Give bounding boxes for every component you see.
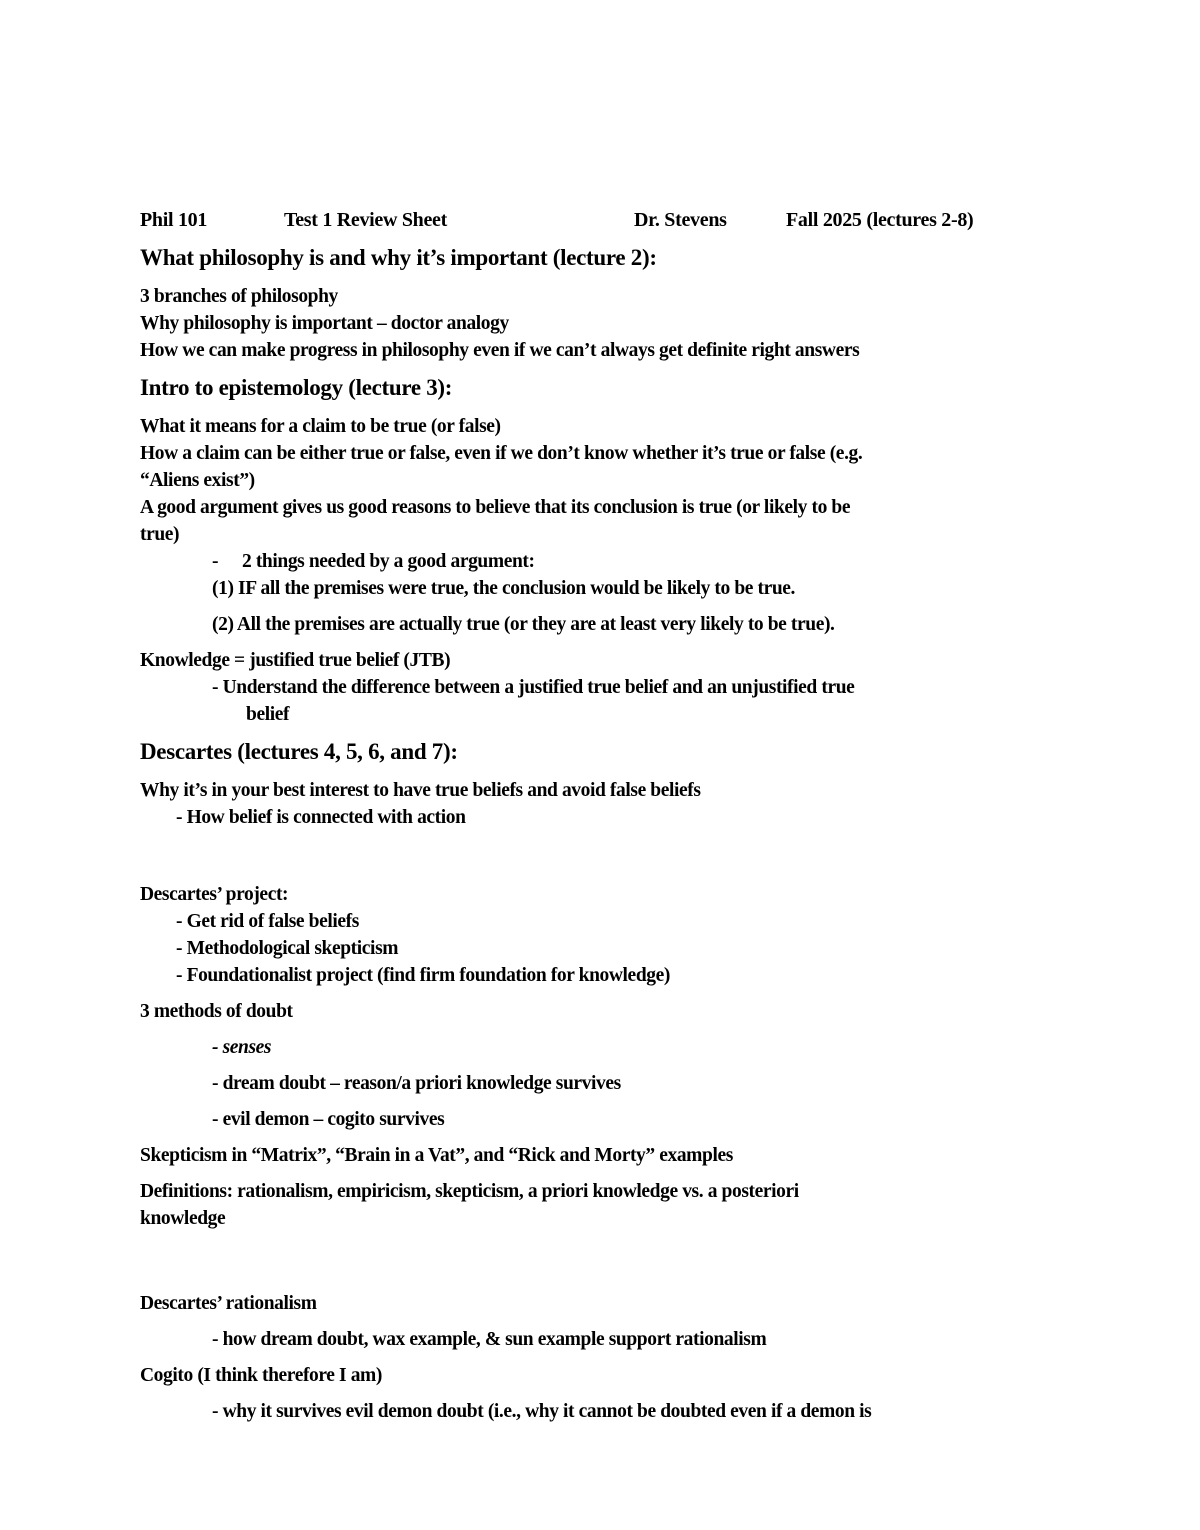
line: - How belief is connected with action [176,807,466,828]
section-heading-descartes: Descartes (lectures 4, 5, 6, and 7): [140,739,458,764]
line: - how dream doubt, wax example, & sun example support rationalism [212,1329,767,1350]
section-heading-philosophy: What philosophy is and why it’s important (lecture 2): [140,245,657,270]
term-info: Fall 2025 (lectures 2-8) [786,209,974,231]
line: - Methodological skepticism [176,938,399,959]
course-name: Phil 101 [140,209,208,231]
line: - dream doubt – reason/a priori knowledge survives [212,1073,621,1094]
document-header [140,205,1070,237]
line: (2) All the premises are actually true (or they are at least very likely to be true). [212,614,835,635]
line: Why it’s in your best interest to have true beliefs and avoid false beliefs [140,780,701,801]
line: - Understand the difference between a justified true belief and an unjustified true [212,677,855,698]
line: Descartes’ project: [140,884,289,905]
review-sheet-page [140,205,1070,1425]
document-title: Test 1 Review Sheet [284,209,447,231]
line: knowledge [140,1208,226,1229]
line: true) [140,524,180,545]
line: 3 branches of philosophy [140,286,338,307]
line: - Get rid of false beliefs [176,911,359,932]
line: 2 things needed by a good argument: [242,551,535,572]
line: Cogito (I think therefore I am) [140,1365,382,1386]
line: Definitions: rationalism, empiricism, skepticism, a priori knowledge vs. a posteriori [140,1181,799,1202]
line: 3 methods of doubt [140,1001,293,1022]
line: belief [246,704,290,725]
line: What it means for a claim to be true (or false) [140,416,501,437]
line: Skepticism in “Matrix”, “Brain in a Vat”, and “Rick and Morty” examples [140,1145,733,1166]
line: - senses [212,1037,272,1058]
line: (1) IF all the premises were true, the conclusion would be likely to be true. [212,578,796,599]
line: - Foundationalist project (find firm foundation for knowledge) [176,965,670,986]
line: Descartes’ rationalism [140,1293,317,1314]
line: How we can make progress in philosophy even if we can’t always get definite right answers [140,340,860,361]
line: How a claim can be either true or false, even if we don’t know whether it’s true or false (e.g. [140,443,863,464]
list-item [140,674,1070,728]
line: “Aliens exist”) [140,470,255,491]
instructor-name: Dr. Stevens [634,209,727,231]
bullet-dash: - [212,551,219,572]
line: - why it survives evil demon doubt (i.e., why it cannot be doubted even if a demon is [212,1401,872,1422]
line: Knowledge = justified true belief (JTB) [140,650,451,671]
line: A good argument gives us good reasons to believe that its conclusion is true (or likely to be [140,497,851,518]
line: - evil demon – cogito survives [212,1109,445,1130]
section-heading-epistemology: Intro to epistemology (lecture 3): [140,375,453,400]
line: Why philosophy is important – doctor analogy [140,313,509,334]
list-item [140,548,1070,575]
